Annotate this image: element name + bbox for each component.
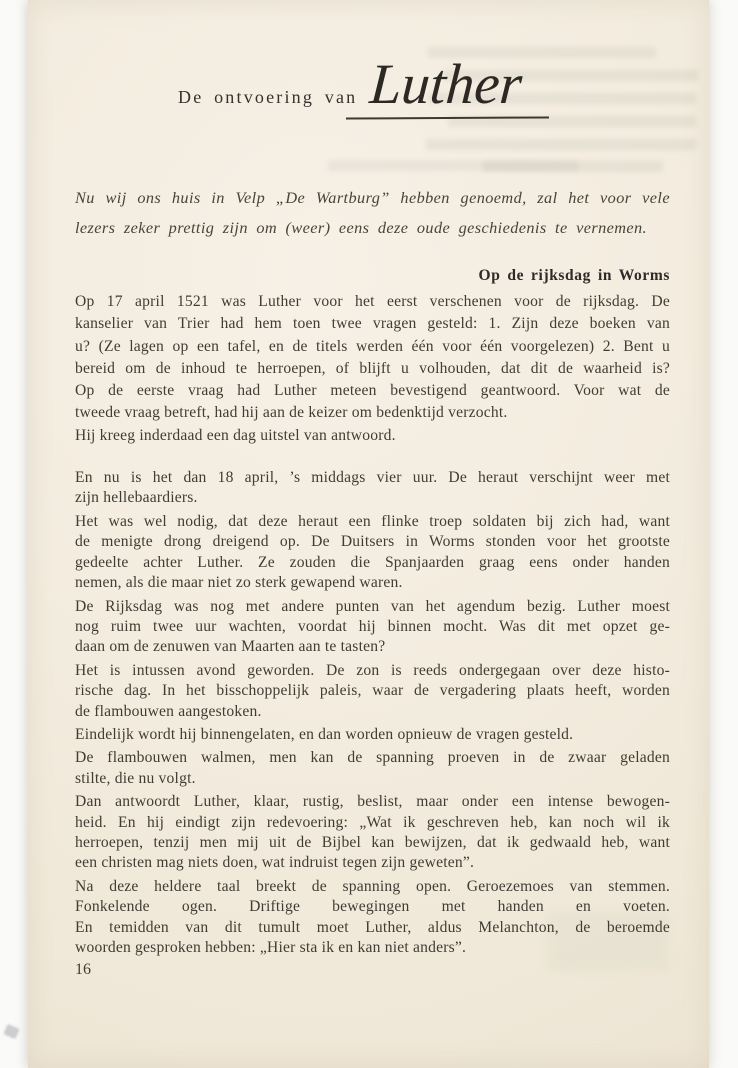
text-line: Eindelijk wordt hij binnengelaten, en dan worden opnieuw de vragen gesteld. [75, 725, 574, 743]
text-line: nog ruim twee uur wachten, voordat hij binnen mocht. Was dit met opzet ge- [75, 617, 670, 635]
book-page [28, 0, 709, 1068]
text-line: En temidden van dit tumult moet Luther, aldus Melanchton, de beroemde [75, 918, 670, 936]
text-line: tweede vraag betreft, had hij aan de keizer om bedenktijd verzocht. [75, 404, 508, 422]
text-line: Hij kreeg inderdaad een dag uitstel van antwoord. [75, 426, 396, 444]
text-line: Dan antwoordt Luther, klaar, rustig, beslist, maar onder een intense bewogen- [75, 793, 670, 811]
text-line: Het is intussen avond geworden. De zon is reeds ondergegaan over deze histo- [75, 661, 670, 679]
text-line: lezers zeker prettig zijn om (weer) eens deze oude geschiedenis te vernemen. [75, 218, 648, 237]
text-line: een christen mag niets doen, wat indruist tegen zijn geweten”. [75, 854, 475, 872]
text-line: bereid om de inhoud te herroepen, of blijft u volhouden, dat dit de waarheid is? [75, 359, 670, 377]
text-line: u? (Ze lagen op een tafel, en de titels werden één voor één voorgelezen) 2. Bent u [75, 337, 670, 355]
intro-paragraph [75, 183, 670, 243]
paragraph [75, 725, 670, 745]
paragraph [75, 877, 670, 959]
section-heading: Op de rijksdag in Worms [478, 267, 670, 284]
paragraph [75, 661, 670, 722]
body-text [75, 291, 670, 958]
paragraph [75, 512, 670, 594]
text-line: stilte, die nu volgt. [75, 769, 196, 787]
paragraph [75, 597, 670, 658]
text-line: de menigte drong dreigend op. De Duitsers in Worms stonden voor het grootste [75, 533, 670, 551]
text-line: En nu is het dan 18 april, ’s middags vier uur. De heraut verschijnt weer met [75, 469, 670, 487]
text-line: heid. En hij eindigt zijn redevoering: „Wat ik geschreven heb, kan noch wil ik [75, 813, 670, 831]
bleed-through-text [483, 161, 663, 172]
text-line: Het was wel nodig, dat deze heraut een flinke troep soldaten bij zich had, want [75, 512, 670, 530]
text-line: daan om de zenuwen van Maarten aan te tasten? [75, 638, 386, 656]
text-line: Nu wij ons huis in Velp „De Wartburg” hebben genoemd, zal het voor vele [75, 188, 670, 207]
text-line: Op de eerste vraag had Luther meteen bevestigend geantwoord. Voor wat de [75, 382, 670, 400]
text-line: Op 17 april 1521 was Luther voor het eerst verschenen voor de rijksdag. De [75, 293, 670, 310]
paragraph [75, 792, 670, 874]
paragraph [75, 291, 670, 425]
paragraph [75, 748, 670, 789]
text-line: woorden gesproken hebben: „Hier sta ik en kan niet anders”. [75, 939, 467, 957]
margin-smudge [3, 1024, 19, 1039]
text-line: de flambouwen aangestoken. [75, 702, 262, 720]
text-line: gedeelte achter Luther. Ze zouden die Spanjaarden graag eens onder handen [75, 553, 670, 571]
text-line: herroepen, tenzij men mij uit de Bijbel kan bewijzen, dat ik gedwaald heb, want [75, 833, 670, 851]
text-line: Fonkelende ogen. Driftige bewegingen met handen en voeten. [75, 898, 670, 916]
text-line: Na deze heldere taal breekt de spanning open. Geroezemoes van stemmen. [75, 877, 670, 895]
title-prefix: De ontvoering van [178, 87, 358, 107]
page-number: 16 [75, 961, 91, 978]
text-line: De flambouwen walmen, men kan de spanning proeven in de zwaar geladen [75, 749, 670, 767]
paragraph [75, 425, 670, 447]
chapter-title [178, 53, 525, 116]
text-line: kanselier van Trier had hem toen twee vragen gesteld: 1. Zijn deze boeken van [75, 315, 670, 333]
text-line: De Rijksdag was nog met andere punten van het agendum bezig. Luther moest [75, 597, 670, 615]
text-line: zijn hellebaardiers. [75, 489, 198, 507]
paragraph [75, 468, 670, 509]
text-line: nemen, als die maar niet zo sterk gewapend waren. [75, 574, 403, 592]
title-word-luther: Luther [368, 53, 525, 116]
text-line: rische dag. In het bisschoppelijk paleis, waar de vergadering plaats heeft, worden [75, 682, 670, 700]
bleed-through-text [426, 139, 696, 150]
